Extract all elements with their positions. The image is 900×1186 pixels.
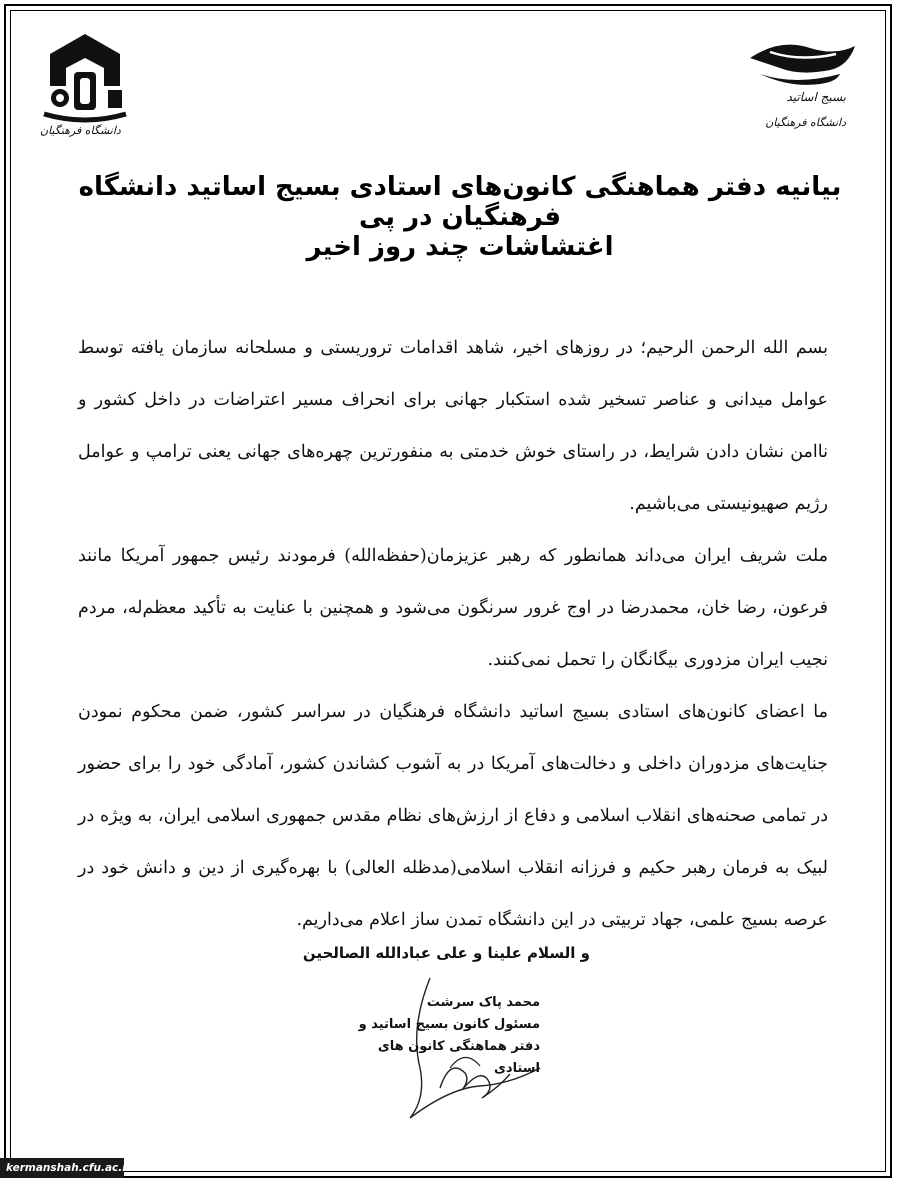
right-logo-caption-1: بسیج اساتید [786, 90, 846, 104]
statement-title-line-1: بیانیه دفتر هماهنگی کانون‌های استادی بسیج اساتید دانشگاه فرهنگیان در پی [78, 172, 842, 232]
farhangian-university-logo [30, 28, 140, 148]
signatory-name: محمد پاک سرشت [426, 995, 540, 1010]
body-paragraph-2: ملت شریف ایران می‌داند همانطور که رهبر عزیزمان(حفظه‌الله) فرمودند رئیس جمهور آمریکا مانند فرعون، رضا خان، محمدرضا در اوج غرور سرنگون می‌شود و همچنین با عنایت به تأکید معظم‌له، مردم نجیب ایران مزدوری بیگانگان را تحمل نمی‌کنند. [78, 546, 828, 670]
signatory-role-line-1: مسئول کانون بسیج اساتید و [358, 1017, 540, 1032]
statement-title-line-2: اغتشاشات چند روز اخیر [306, 232, 614, 262]
university-emblem-icon [30, 28, 140, 128]
basij-emblem-icon [740, 38, 860, 98]
right-logo-caption-2: دانشگاه فرهنگیان [765, 116, 846, 129]
signatory-role-line-2: دفتر هماهنگی کانون های استادی [377, 1039, 540, 1076]
closing-salutation: و السلام علینا و علی عبادالله الصالحین [302, 944, 590, 962]
signatory-block [330, 992, 540, 1080]
basij-asatid-logo [740, 38, 860, 142]
site-watermark: kermanshah.cfu.ac.ir [0, 1158, 124, 1178]
body-paragraph-3: ما اعضای کانون‌های استادی بسیج اساتید دانشگاه فرهنگیان در سراسر کشور، ضمن محکوم نمودن جنایت‌های مزدوران داخلی و دخالت‌های آمریکا در به آشوب کشاندن کشور، آمادگی خود را برای حضور در تمامی صحنه‌های انقلاب اسلامی و دفاع از ارزش‌های نظام مقدس جمهوری اسلامی ایران، به ویژه در لبیک به فرمان رهبر حکیم و فرزانه انقلاب اسلامی(مدظله العالی) با بهره‌گیری از دین و دانش خود در عرصه بسیج علمی، جهاد تربیتی در این دانشگاه تمدن ساز اعلام می‌داریم. [78, 702, 828, 930]
left-logo-caption: دانشگاه فرهنگیان [40, 124, 121, 137]
body-paragraph-1: بسم الله الرحمن الرحیم؛ در روزهای اخیر، شاهد اقدامات تروریستی و مسلحانه سازمان یافته توسط عوامل میدانی و عناصر تسخیر شده استکبار جهانی برای انحراف مسیر اعتراضات در داخل کشور و ناامن نشان دادن شرایط، در راستای خوش خدمتی به منفورترین چهره‌های جهانی یعنی ترامپ و عوامل رژیم صهیونیستی می‌باشیم. [78, 338, 828, 514]
